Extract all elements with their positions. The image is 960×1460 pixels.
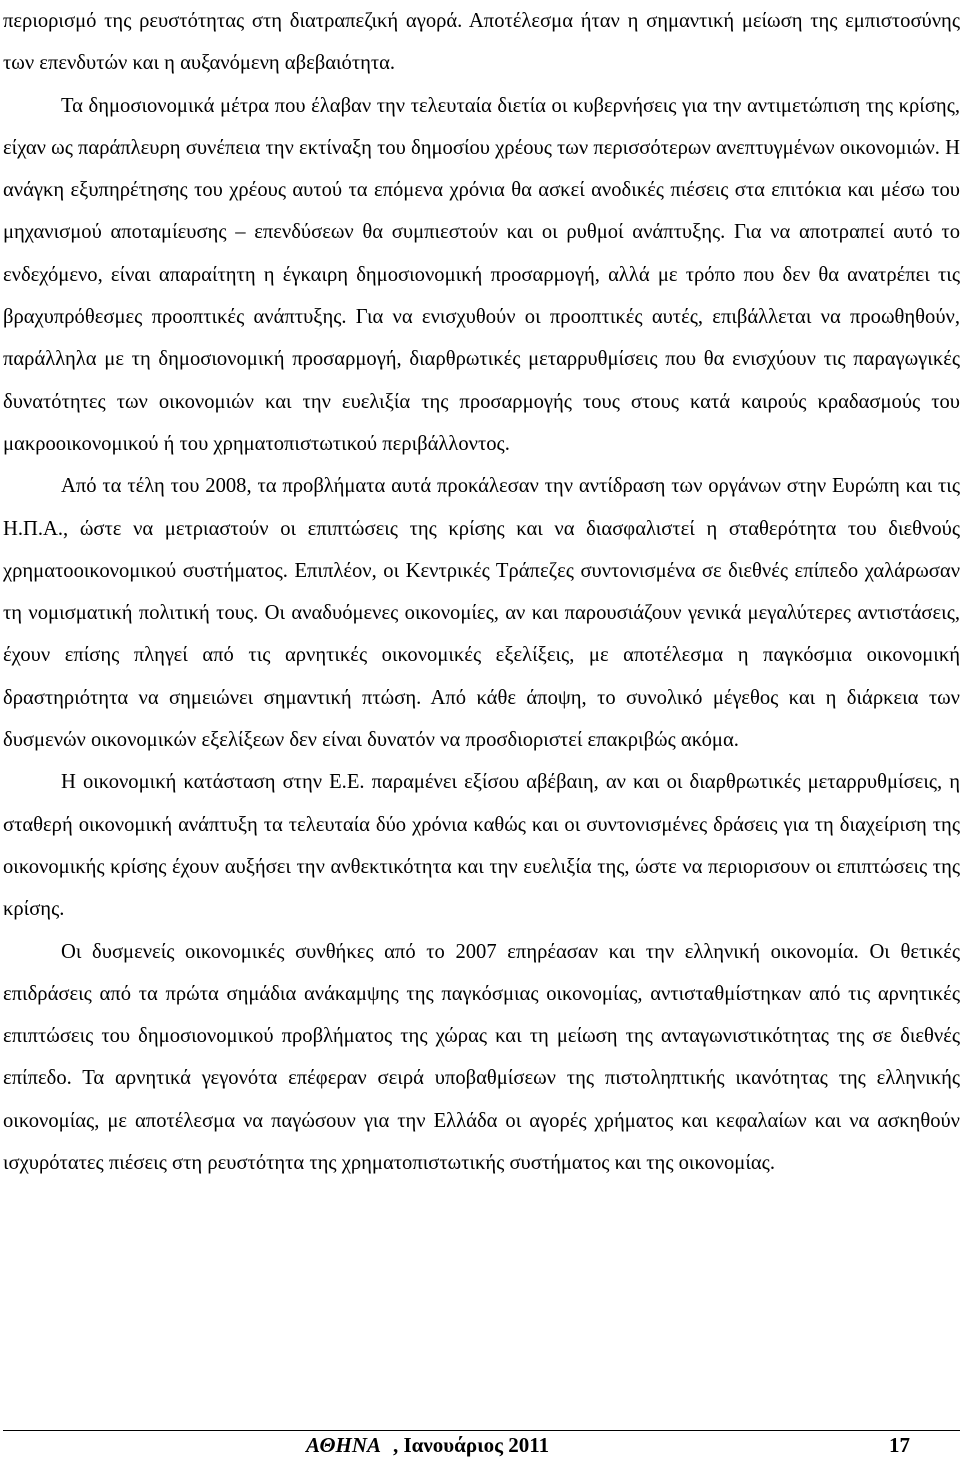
footer-date: , Ιανουάριος 2011 <box>393 1433 550 1457</box>
body-text <box>3 0 960 1184</box>
paragraph-1: περιορισμό της ρευστότητας στη διατραπεζική αγορά. Αποτέλεσμα ήταν η σημαντική μείωση της εμπιστοσύνης των επενδυτών και η αυξανόμενη αβεβαιότητα. <box>3 10 960 75</box>
paragraph-3: Από τα τέλη του 2008, τα προβλήματα αυτά προκάλεσαν την αντίδραση των οργάνων στην Ευρώπη και τις Η.Π.Α., ώστε να μετριαστούν οι επιπτώσεις της κρίσης και να διασφαλιστεί η σταθερότητα του διεθνούς χρηματοοικονομικού συστήματος. Επιπλέον, οι Κεντρικές Τράπεζες συντονισμένα σε διεθνές επίπεδο χαλάρωσαν τη νομισματική πολιτική τους. Οι αναδυόμενες οικονομίες, αν και παρουσιάζουν γενικά μεγαλύτερες αντιστάσεις, έχουν επίσης πληγεί από τις αρνητικές οικονομικές εξελίξεις, με αποτέλεσμα η παγκόσμια οικονομική δραστηριότητα να σημειώνει σημαντική πτώση. Από κάθε άποψη, το συνολικό μέγεθος και η διάρκεια των δυσμενών οικονομικών εξελίξεων δεν είναι δυνατόν να προσδιοριστεί επακριβώς ακόμα. <box>3 475 960 752</box>
paragraph-2: Τα δημοσιονομικά μέτρα που έλαβαν την τελευταία διετία οι κυβερνήσεις για την αντιμετώπιση της κρίσης, είχαν ως παράπλευρη συνέπεια την εκτίναξη του δημοσίου χρέους των περισσότερων ανεπτυγμένων οικονομιών. Η ανάγκη εξυπηρέτησης του χρέους αυτού τα επόμενα χρόνια θα ασκεί ανοδικές πιέσεις στα επιτόκια και μέσω του μηχανισμού αποταμίευσης – επενδύσεων θα συμπιεστούν και οι ρυθμοί ανάπτυξης. Για να αποτραπεί αυτό το ενδεχόμενο, είναι απαραίτητη η έγκαιρη δημοσιονομική προσαρμογή, αλλά με τρόπο που δεν θα ανατρέπει τις βραχυπρόθεσμες προοπτικές ανάπτυξης. Για να ενισχυθούν οι προοπτικές αυτές, επιβάλλεται να προωθηθούν, παράλληλα με τη δημοσιονομική προσαρμογή, διαρθρωτικές μεταρρυθμίσεις που θα ενισχύουν τις παραγωγικές δυνατότητες των οικονομιών και την ευελιξία της προσαρμογής τους στους κατά καιρούς κραδασμούς του μακροοικονομικού ή του χρηματοπιστωτικού περιβάλλοντος. <box>3 94 960 455</box>
page-footer <box>0 1430 960 1460</box>
paragraph-5: Οι δυσμενείς οικονομικές συνθήκες από το 2007 επηρέασαν και την ελληνική οικονομία. Οι θετικές επιδράσεις από τα πρώτα σημάδια ανάκαμψης της παγκόσμιας οικονομίας, αντισταθμίστηκαν από τις αρνητικές επιπτώσεις του δημοσιονομικού προβλήματος της χώρας και τη μείωση της ανταγωνιστικότητας της σε διεθνές επίπεδο. Τα αρνητικά γεγονότα επέφεραν σειρά υποβαθμίσεων της πιστοληπτικής ικανότητας της ελληνικής οικονομίας, με αποτέλεσμα να παγώσουν για την Ελλάδα οι αγορές χρήματος και κεφαλαίων και να ασκηθούν ισχυρότατες πιέσεις στη ρευστότητα της χρηματοπιστωτικής συστήματος και της οικονομίας. <box>3 940 960 1175</box>
paragraph-4: Η οικονομική κατάσταση στην Ε.Ε. παραμένει εξίσου αβέβαιη, αν και οι διαρθρωτικές μεταρρυθμίσεις, η σταθερή οικονομική ανάπτυξη τα τελευταία δύο χρόνια καθώς και οι συντονισμένες δράσεις για τη διαχείριση της οικονομικής κρίσης έχουν αυξήσει την ανθεκτικότητα και την ευελιξία της, ώστε να περιορισουν οι επιπτώσεις της κρίσης. <box>3 771 960 921</box>
footer-location: ΑΘΗΝΑ <box>306 1433 382 1457</box>
page-number: 17 <box>889 1433 910 1457</box>
footer-divider <box>3 1430 960 1431</box>
